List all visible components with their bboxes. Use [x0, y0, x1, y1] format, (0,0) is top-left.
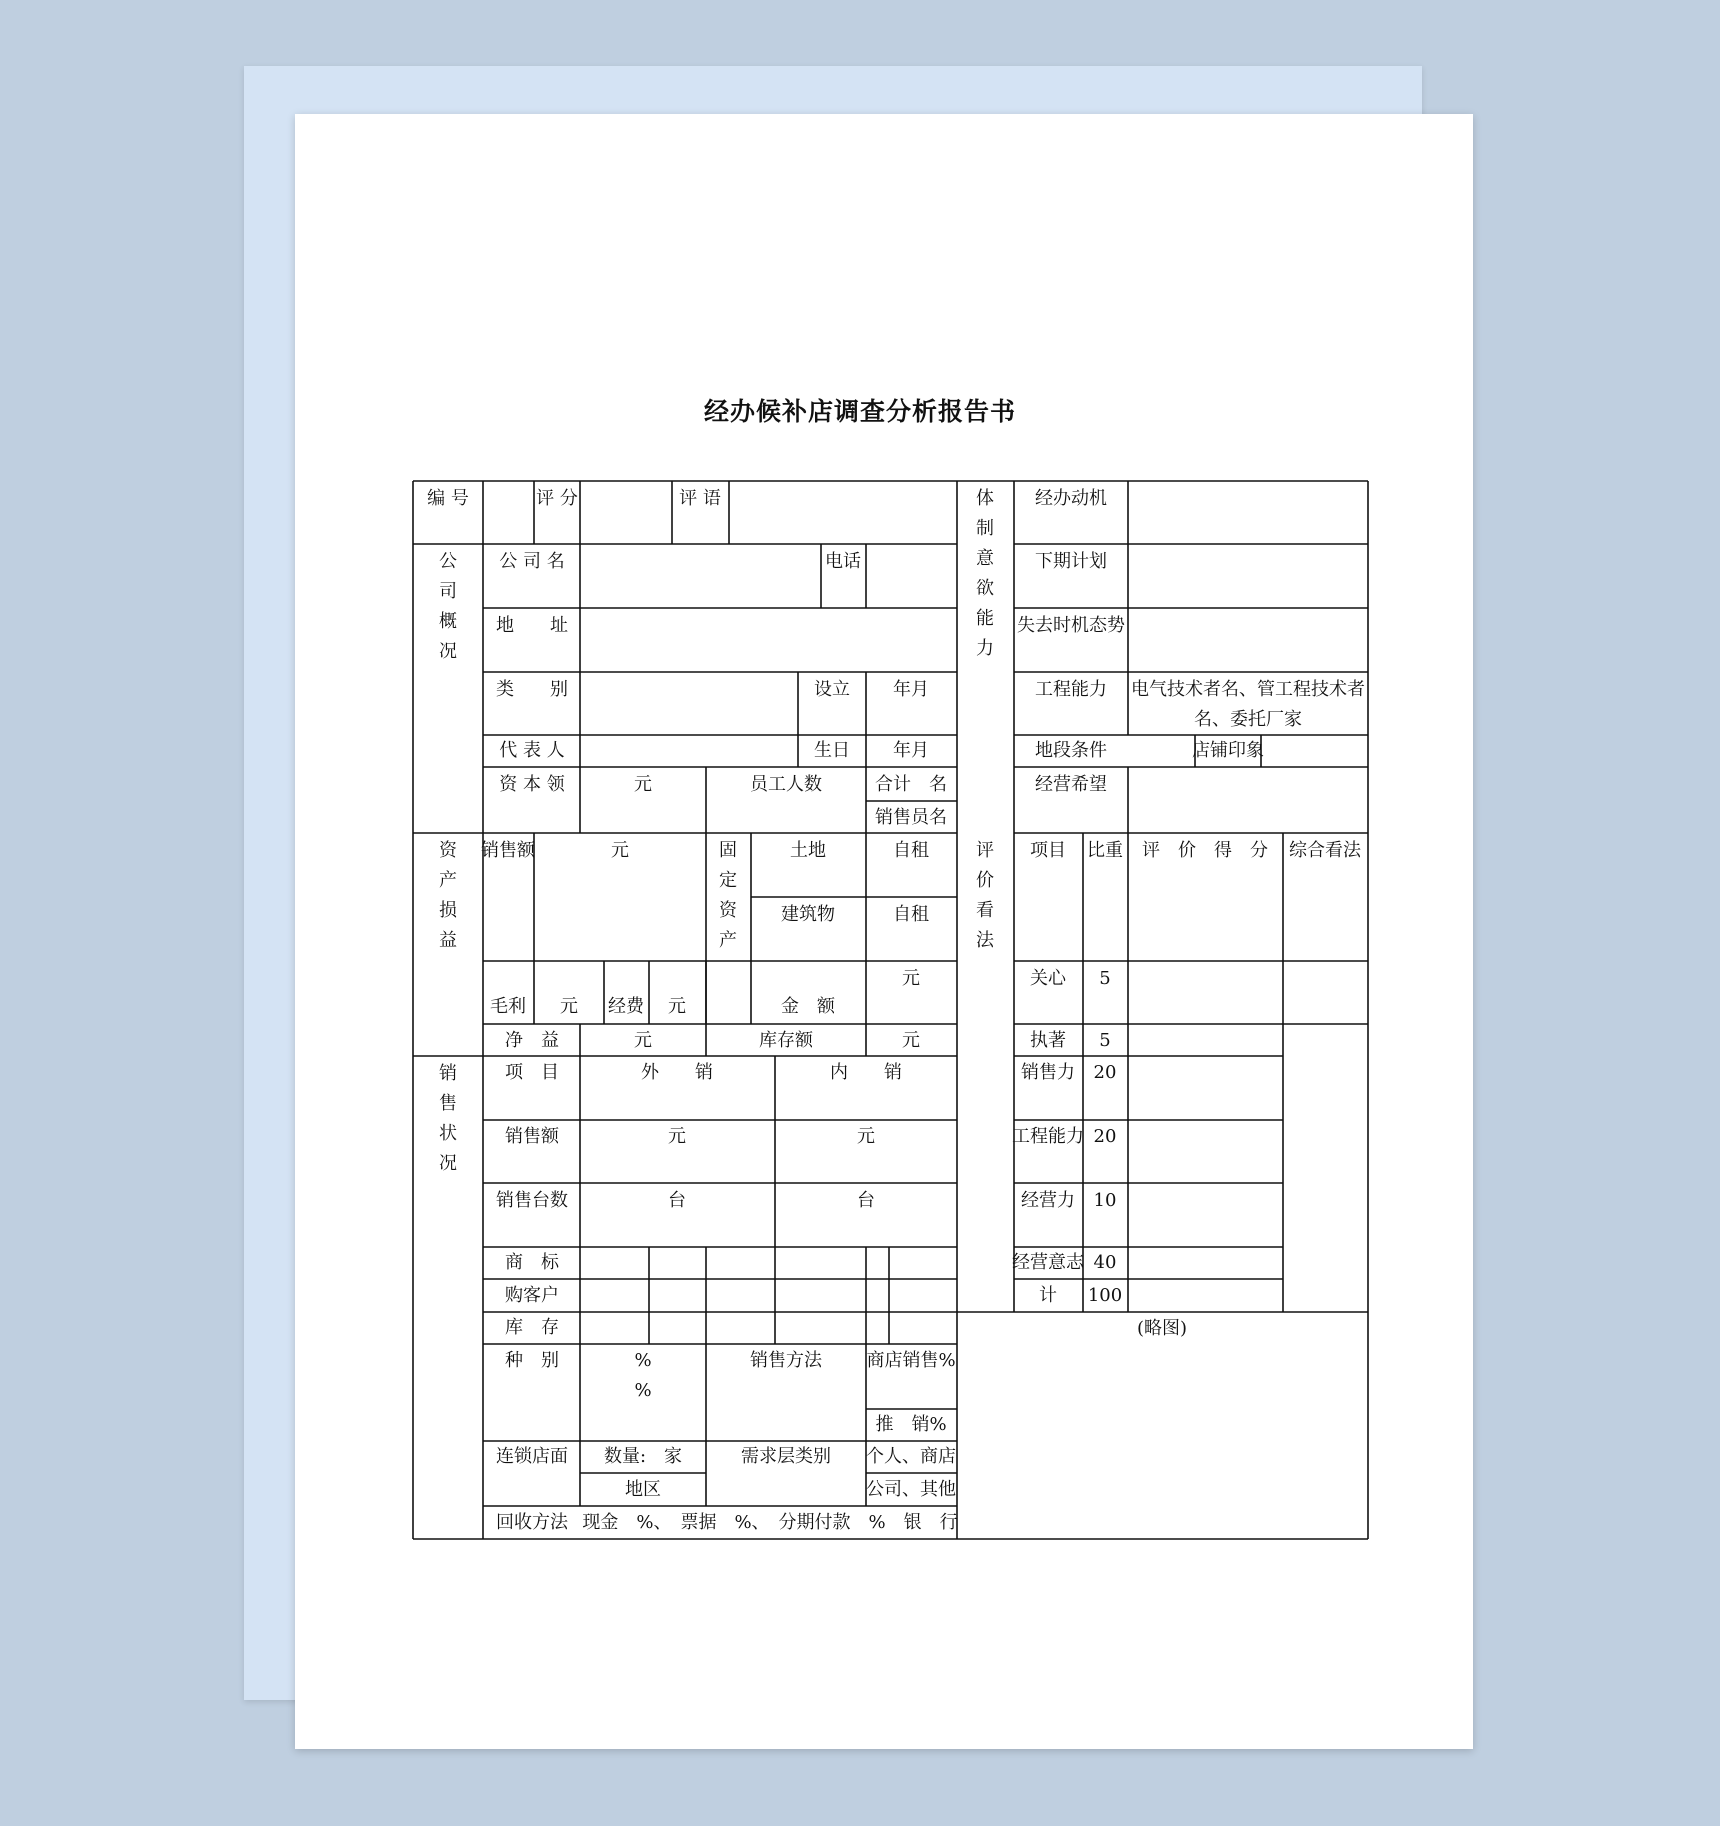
sales-staff-label: 销售员名: [875, 807, 947, 828]
person-shop-label: 个人、商店: [866, 1446, 956, 1467]
gross-profit-unit: 元: [560, 996, 578, 1017]
sales-section-label: 销售状况: [439, 1063, 457, 1174]
net-income-label: 净 益: [505, 1030, 559, 1051]
units-sold-label: 销售台数: [496, 1190, 568, 1211]
company-section-label: 公司概况: [439, 551, 457, 662]
sales-amount-row-label: 销售额: [505, 1126, 559, 1147]
sales-method-label: 销售方法: [750, 1350, 822, 1371]
eval-row-item: 执著: [1030, 1030, 1066, 1051]
eval-row-item: 经营力: [1021, 1190, 1075, 1211]
internal-amount-unit: 元: [857, 1126, 875, 1147]
shop-sales-label: 商店销售%: [866, 1350, 956, 1371]
eval-row-weight: 40: [1093, 1252, 1117, 1273]
phone-label: 电话: [825, 551, 861, 572]
number-label: 编 号: [427, 488, 469, 509]
lost-opportunity-label: 失去时机态势: [1017, 615, 1125, 636]
collection-method-label: 回收方法: [496, 1512, 568, 1533]
engineering-value: 电气技术者名、管工程技术者名、委托厂家: [1131, 679, 1365, 730]
birth-year-month: 年月: [893, 740, 929, 761]
customer-label: 购客户: [505, 1285, 559, 1306]
brand-label: 商 标: [505, 1252, 559, 1273]
comment-label: 评 语: [679, 488, 721, 509]
building-type: 自租: [893, 904, 929, 925]
inventory-unit: 元: [902, 1030, 920, 1051]
kind-label: 种 别: [505, 1350, 559, 1371]
established-year-month: 年月: [893, 679, 929, 700]
shop-impression-label: 店铺印象: [1192, 740, 1264, 761]
engineering-label: 工程能力: [1035, 679, 1107, 700]
internal-sales-label: 内 销: [830, 1062, 902, 1083]
eval-header-overall: 综合看法: [1289, 840, 1361, 861]
collection-method-value: 现金 %、 票据 %、 分期付款 % 银 行: [582, 1512, 958, 1533]
eval-row-item: 关心: [1030, 968, 1066, 989]
eval-row-weight: 20: [1093, 1126, 1117, 1147]
push-sales-label: 推 销%: [875, 1414, 947, 1435]
sketch-label: (略图): [1136, 1318, 1188, 1339]
sales-amount-unit: 元: [611, 840, 629, 861]
eval-row-item: 销售力: [1021, 1062, 1075, 1083]
birth-label: 生日: [814, 740, 850, 761]
demand-class-label: 需求层类别: [741, 1446, 831, 1467]
external-sales-label: 外 销: [641, 1062, 713, 1083]
land-label: 土地: [790, 840, 826, 861]
expense-label: 经费: [608, 996, 644, 1017]
company-other-label: 公司、其他: [866, 1479, 956, 1500]
kind-percent-2: %: [634, 1380, 652, 1401]
eval-row-item: 计: [1039, 1285, 1057, 1306]
address-label: 地 址: [496, 615, 568, 636]
next-plan-label: 下期计划: [1035, 551, 1107, 572]
amount-label: 金 额: [781, 996, 835, 1017]
established-label: 设立: [814, 679, 850, 700]
gross-profit-label: 毛利: [490, 996, 526, 1017]
intent-section-label: 体制意欲能力: [976, 488, 994, 659]
external-units: 台: [668, 1190, 686, 1211]
land-type: 自租: [893, 840, 929, 861]
building-label: 建筑物: [781, 904, 835, 925]
eval-row-item: 经营意志: [1012, 1252, 1084, 1273]
kind-percent-1: %: [634, 1350, 652, 1371]
business-hope-label: 经营希望: [1035, 774, 1107, 795]
staff-count-label: 员工人数: [750, 774, 822, 795]
internal-units: 台: [857, 1190, 875, 1211]
category-label: 类 别: [496, 679, 568, 700]
amount-unit: 元: [902, 968, 920, 989]
score-label: 评 分: [536, 488, 578, 509]
representative-label: 代 表 人: [499, 740, 565, 761]
chain-quantity: 数量: 家: [603, 1446, 683, 1467]
eval-header-score: 评 价 得 分: [1142, 840, 1268, 861]
capital-label: 资 本 领: [499, 774, 565, 795]
inventory-label: 库存额: [759, 1030, 813, 1051]
assets-section-label: 资产损益: [439, 840, 457, 951]
stock-label: 库 存: [505, 1317, 559, 1338]
eval-header-weight: 比重: [1087, 840, 1123, 861]
motive-label: 经办动机: [1035, 488, 1107, 509]
chain-region: 地区: [625, 1479, 661, 1500]
eval-row-item: 工程能力: [1012, 1126, 1084, 1147]
document-title: 经办候补店调查分析报告书: [703, 397, 1016, 426]
expense-unit: 元: [668, 996, 686, 1017]
capital-unit: 元: [634, 774, 652, 795]
chain-store-label: 连锁店面: [496, 1446, 568, 1467]
eval-row-weight: 10: [1093, 1190, 1117, 1211]
location-conditions-label: 地段条件: [1035, 740, 1107, 761]
fixed-assets-label: 固定资产: [719, 840, 737, 951]
sales-amount-label: 销售额: [481, 840, 535, 861]
net-income-unit: 元: [634, 1030, 652, 1051]
total-people-label: 合计 名: [875, 774, 947, 795]
eval-row-weight: 20: [1093, 1062, 1117, 1083]
company-name-label: 公 司 名: [499, 551, 565, 572]
eval-header-item: 项目: [1030, 840, 1066, 861]
eval-row-weight: 100: [1087, 1285, 1123, 1306]
sales-item-label: 项 目: [505, 1062, 559, 1083]
eval-row-weight: 5: [1099, 1030, 1111, 1051]
external-amount-unit: 元: [668, 1126, 686, 1147]
eval-row-weight: 5: [1099, 968, 1111, 989]
evaluation-section-label: 评价看法: [976, 840, 994, 951]
